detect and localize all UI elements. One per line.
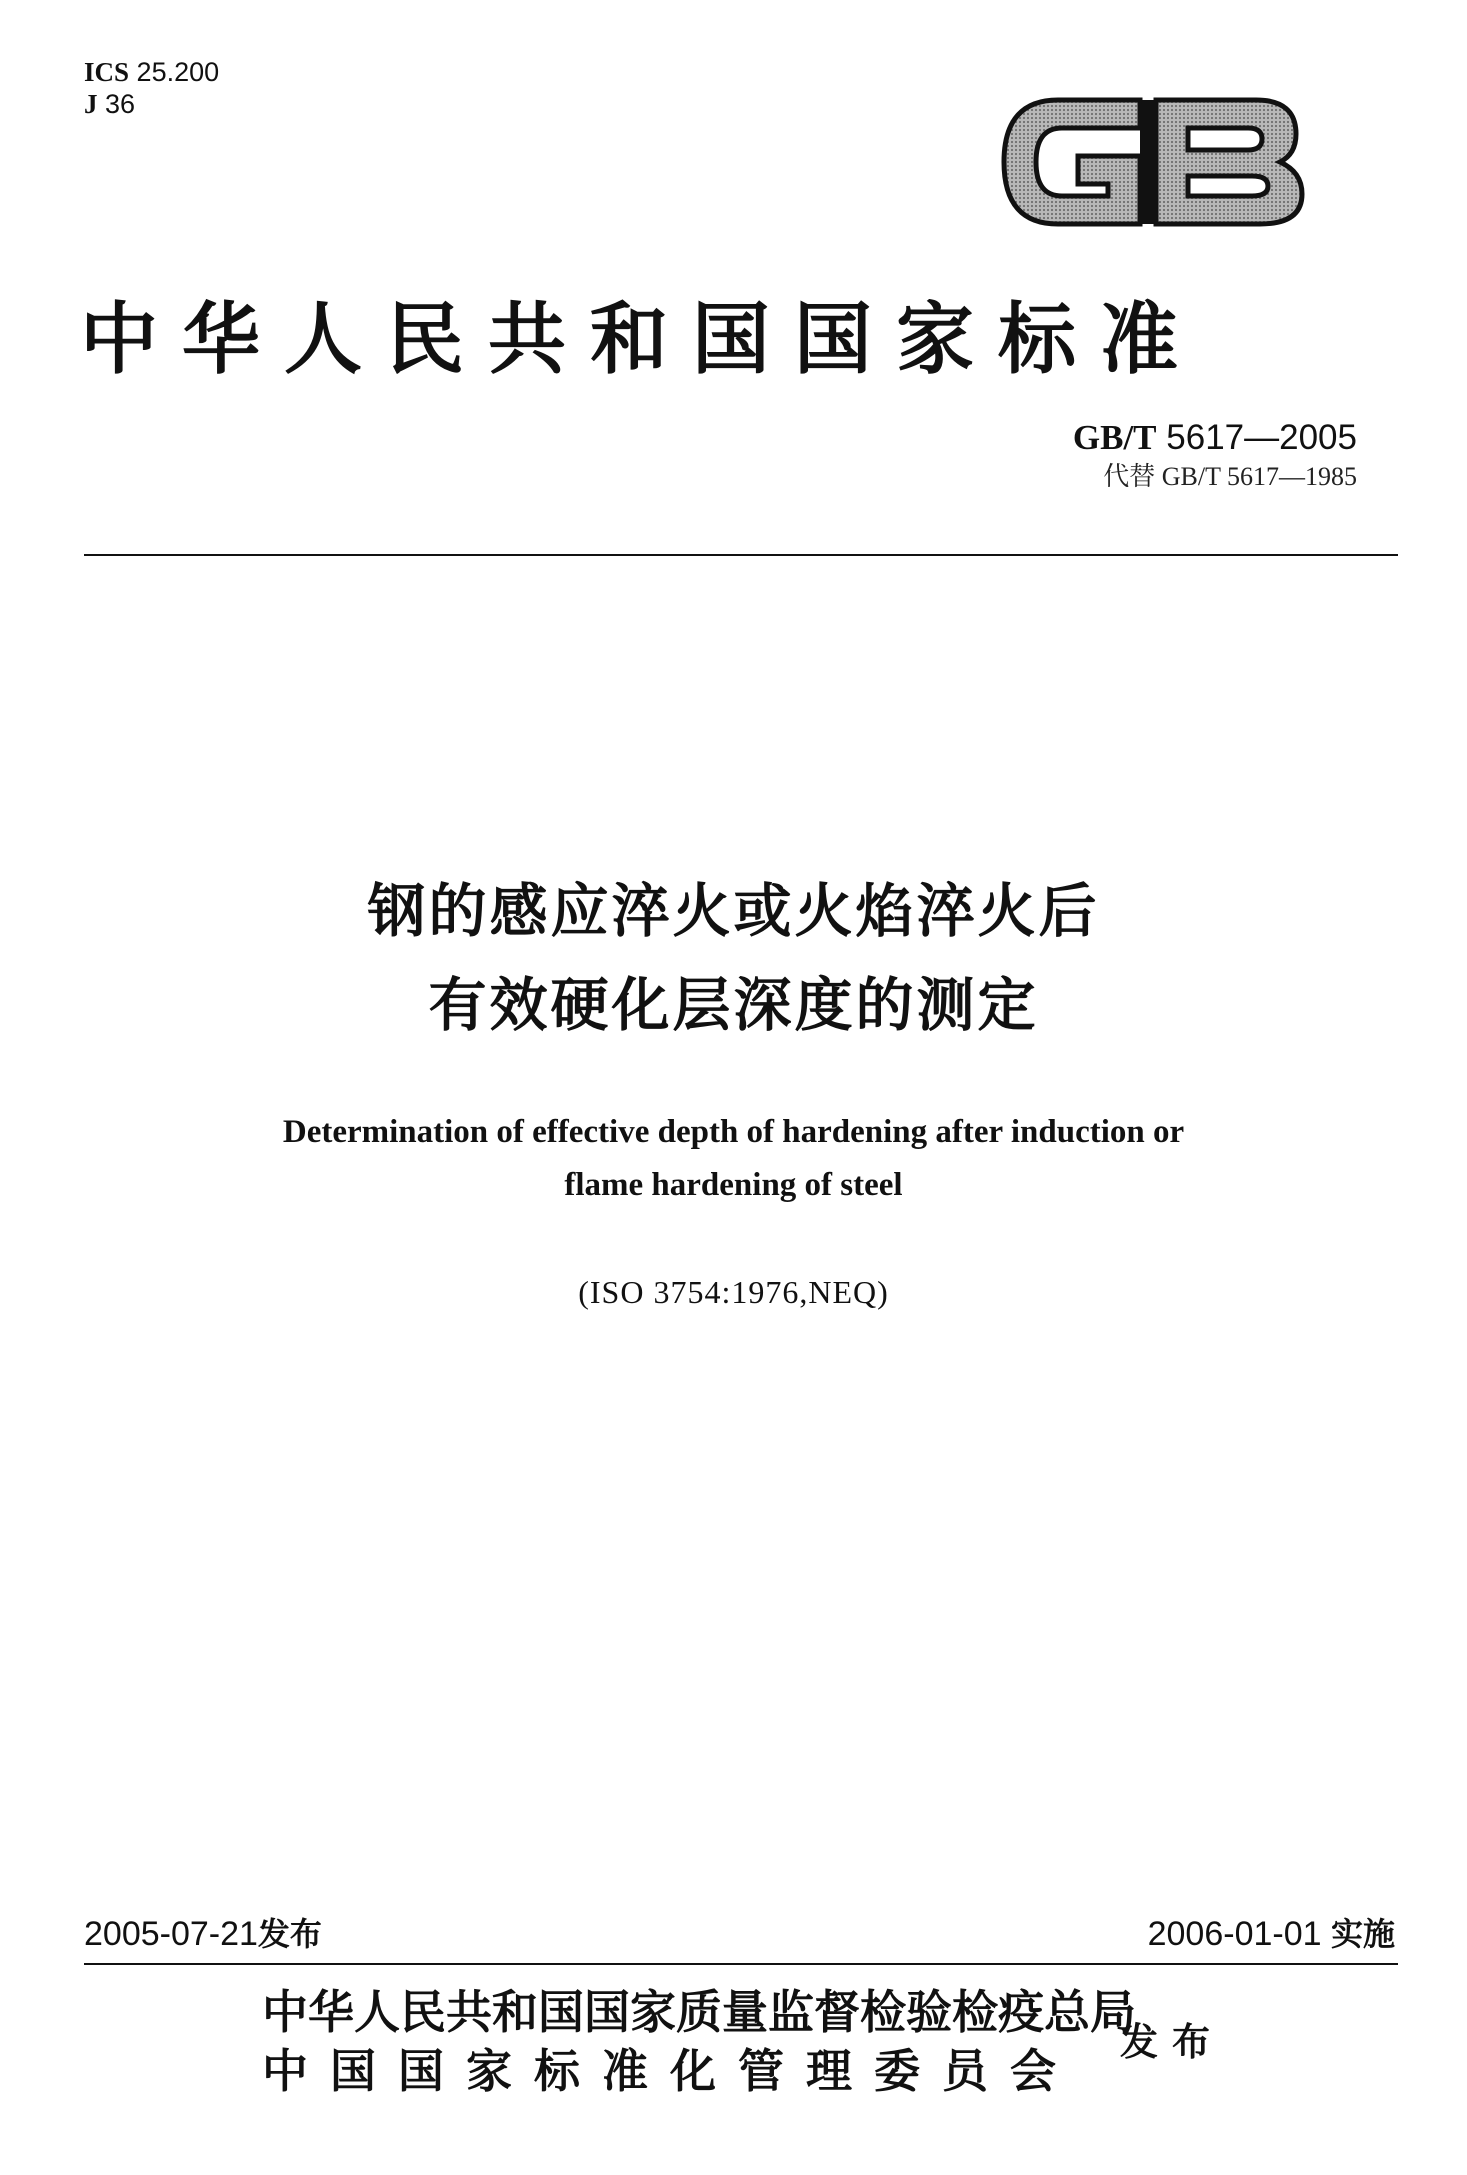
standard-number-value: 5617—2005	[1166, 418, 1357, 457]
gb-logo-separator	[1140, 100, 1156, 224]
publish-date-value: 2005-07-21	[84, 1915, 258, 1953]
replaces-standard: 代替 GB/T 5617—1985	[1103, 462, 1357, 491]
national-standard-heading: 中华人民共和国国家标准	[80, 294, 1203, 385]
ccs-prefix: J	[84, 89, 98, 119]
title-en-line1: Determination of effective depth of hardening after induction or	[282, 1114, 1185, 1150]
ics-prefix: ICS	[84, 57, 130, 87]
publish-date-label: 发布	[257, 1915, 322, 1953]
classification-codes	[84, 56, 219, 120]
title-cn-line1: 钢的感应淬火或火焰淬火后	[367, 877, 1100, 945]
implement-date-label: 实施	[1330, 1915, 1395, 1953]
publish-date	[84, 1912, 322, 1956]
iso-reference: (ISO 3754:1976,NEQ)	[578, 1274, 889, 1310]
issue-label: 发布	[1120, 2020, 1225, 2064]
gb-logo-g-shape	[1004, 100, 1140, 224]
issuer-aqsiq: 中华人民共和国国家质量监督检验检疫总局	[262, 1985, 1136, 2039]
title-en-line2: flame hardening of steel	[564, 1167, 903, 1203]
title-cn-line2: 有效硬化层深度的测定	[428, 971, 1039, 1039]
standard-number	[1073, 418, 1357, 458]
ics-value: 25.200	[136, 57, 220, 87]
ics-code	[84, 56, 219, 88]
gb-logo	[990, 72, 1320, 252]
implement-date-value: 2006-01-01	[1147, 1915, 1322, 1953]
gb-logo-b-shape	[1156, 100, 1302, 224]
bottom-divider	[84, 1963, 1398, 1965]
implement-date	[1148, 1912, 1395, 1956]
issuer-sac: 中国国家标准化管理委员会	[262, 2044, 1078, 2098]
ccs-value: 36	[105, 89, 136, 119]
standard-prefix: GB/T	[1072, 418, 1157, 457]
top-divider	[84, 554, 1398, 556]
ccs-code	[84, 88, 219, 120]
